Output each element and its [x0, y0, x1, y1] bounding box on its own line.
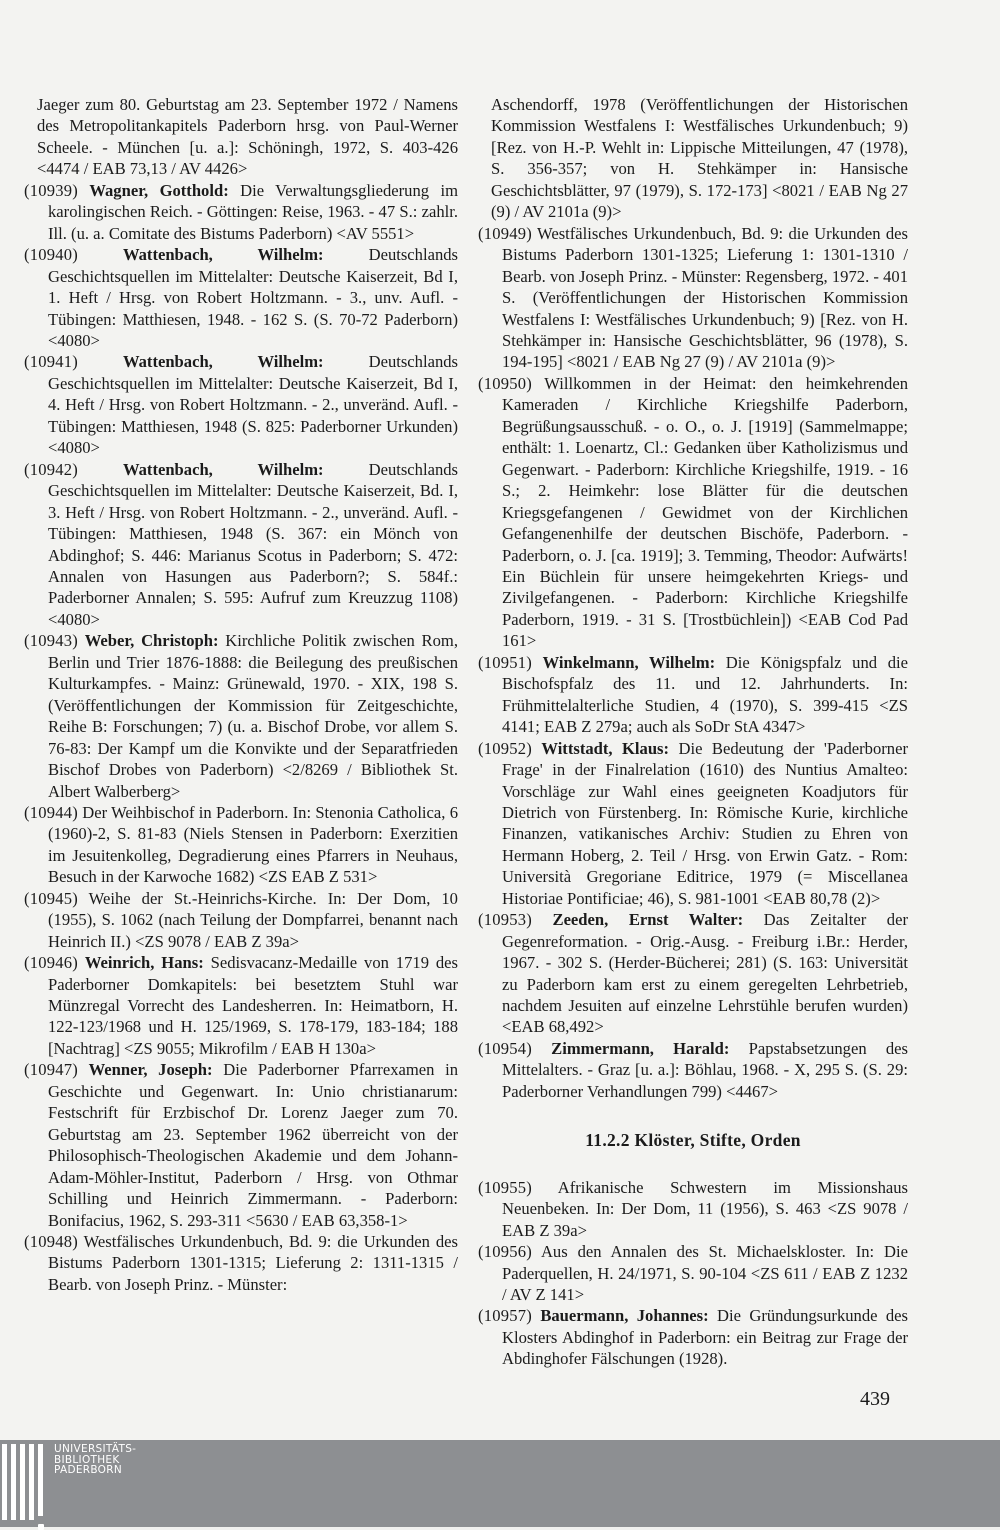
entry-text: Westfälisches Urkundenbuch, Bd. 9: die Urkunden des Bistums Paderborn 1301-1315; Lieferung 2: 1311-1315 / Bearb. von Joseph Prinz. - Münster:: [48, 1232, 458, 1294]
entry-author: Winkelmann, Wilhelm:: [542, 652, 716, 672]
bibliography-entry: [478, 94, 908, 223]
entry-text: Der Weihbischof in Paderborn. In: Stenonia Catholica, 6 (1960)-2, S. 81-83 (Niels Stensen in Paderborn: Exerzitien im Jesuitenkolleg, Degradierung eines Pfarrers in Neuhaus, Besuch in der Karwoche 1682) <ZS EAB Z 531>: [48, 802, 458, 887]
entry-number: (10942): [24, 459, 78, 479]
bibliography-entry: [24, 459, 458, 631]
entry-number: (10951): [478, 652, 532, 672]
entry-number: (10952): [478, 738, 532, 758]
entry-text: Deutschlands Geschichtsquellen im Mittelalter: Deutsche Kaiserzeit, Bd. I, 3. Heft / Hrsg. von Robert Holtzmann. - 2., unveränd. Aufl. - Tübingen: Matthiesen, 1948 (S. 367: ein Mönch von Abdinghof; S. 446: Marianus Scotus in Paderborn; S. 472: Annalen von Hasungen aus Paderborn?; S. 584f.: Paderborner Annalen; S. 595: Aufruf zum Kreuzzug 1108) <4080>: [48, 459, 458, 629]
entry-author: Wittstadt, Klaus:: [541, 738, 670, 758]
entry-text: Papstabsetzungen des Mittelalters. - Graz [u. a.]: Böhlau, 1968. - X, 295 S. (S. 29: Paderborner Verhandlungen 799) <4467>: [502, 1038, 908, 1101]
entry-author: Wattenbach, Wilhelm:: [122, 352, 324, 372]
left-column: [24, 94, 458, 1295]
entry-number: (10941): [24, 352, 78, 372]
bibliography-entry: [478, 1038, 908, 1102]
right-column: [478, 94, 908, 1370]
entry-number: (10947): [24, 1060, 78, 1080]
bibliography-entry: [478, 373, 908, 652]
entry-number: (10948): [24, 1232, 78, 1252]
entry-text: Die Bedeutung der 'Paderborner Frage' in der Finalrelation (1610) des Nuntius Amalteo: Vorschläge zur Wahl eines geeigneten Koadjutors für Dietrich von Fürstenberg. In: Römische Kurie, kirchliche Finanzen, vatikanisches Archiv: Studien zu Ehren von Hermann Hoberg, 2. Teil / Hrsg. von Erwin Gatz. - Rom: Università Gregoriane Editrice, 1979 (= Miscellanea Historiae Pontificiae; 46), S. 981-1001 <EAB 80,78 (2)>: [502, 738, 908, 908]
entry-author: Wenner, Joseph:: [88, 1060, 213, 1080]
entry-author: Bauermann, Johannes:: [540, 1306, 709, 1326]
footer-bar: [0, 1440, 1000, 1527]
entry-text: Deutschlands Geschichtsquellen im Mittelalter: Deutsche Kaiserzeit, Bd I, 4. Heft / Hrsg. von Robert Holtzmann. - 2., unveränd. Aufl. - Tübingen: Matthiesen, 1948 (S. 825: Paderborner Urkunden) <4080>: [48, 352, 458, 458]
bibliography-entry: [24, 802, 458, 888]
entry-number: (10940): [24, 245, 78, 265]
entry-author: Zeeden, Ernst Walter:: [552, 910, 744, 930]
entry-text: Die Paderborner Pfarrexamen in Geschichte und Gegenwart. In: Unio christianarum: Festschrift für Erzbischof Dr. Lorenz Jaeger zum 70. Geburtstag am 23. September 1962 überreicht von der Philosophisch-Theologischen Akademie und dem Johann-Adam-Möhler-Institut, Paderborn / Hrsg. von Othmar Schilling und Heinrich Zimmermann. - Paderborn: Bonifacius, 1962, S. 293-311 <5630 / EAB 63,358-1>: [48, 1060, 459, 1230]
bibliography-entry: [24, 94, 458, 180]
bibliography-entry: [24, 630, 458, 802]
entry-number: (10950): [478, 373, 532, 393]
bibliography-entry: [24, 180, 458, 244]
entry-text: Aschendorff, 1978 (Veröffentlichungen der Historischen Kommission Westfalens I: Westfälisches Urkundenbuch; 9) [Rez. von H.-P. Wehlt in: Lippische Mitteilungen, 47 (1978), S. 356-357; von H. Stehkämper in: Hansische Geschichtsblätter, 97 (1979), S. 172-173] <8021 / EAB Ng 27 (9) / AV 2101a (9)>: [491, 95, 908, 222]
entry-number: (10954): [478, 1038, 532, 1058]
bibliography-entry: [24, 244, 458, 351]
entry-number: (10944): [24, 802, 78, 822]
bibliography-entry: [478, 652, 908, 738]
entry-number: (10945): [24, 888, 78, 908]
bibliography-entry: [24, 1231, 458, 1295]
logo-line-3: PADERBORN: [54, 1464, 122, 1476]
entry-number: (10956): [478, 1242, 532, 1262]
entry-text: Die Königspfalz und die Bischofspfalz des 11. und 12. Jahrhunderts. In: Frühmittelalterliche Studien, 4 (1970), S. 399-415 <ZS 4141; EAB Z 279a; auch als SoDr StA 4347>: [502, 652, 908, 737]
entry-text: Jaeger zum 80. Geburtstag am 23. September 1972 / Namens des Metropolitankapitels Paderborn hrsg. von Paul-Werner Scheele. - München [u. a.]: Schöningh, 1972, S. 403-426 <4474 / EAB 73,13 / AV 4426>: [37, 95, 458, 179]
entry-author: Weinrich, Hans:: [84, 953, 204, 973]
bibliography-entry: [478, 1305, 908, 1369]
page-number: 439: [860, 1388, 890, 1410]
bibliography-entry: [24, 1059, 458, 1231]
entry-text: Das Zeitalter der Gegenreformation. - Orig.-Ausg. - Freiburg i.Br.: Herder, 1967. - 302 S. (Herder-Bücherei; 281) (S. 163: Universität zu Paderborn kam erst zu einem geregelten Lehrbetrieb, nachdem Jesuiten auf einzelne Lehrstühle berufen wurden) <EAB 68,492>: [502, 910, 908, 1037]
entry-text: Kirchliche Politik zwischen Rom, Berlin und Trier 1876-1888: die Beilegung des preußischen Kulturkampfes. - Mainz: Grünewald, 1970. - XIX, 198 S. (Veröffentlichungen der Kommission für Zeitgeschichte, Reihe B: Forschungen; 7) (u. a. Bischof Drobe, vor allem S. 76-83: Der Kampf um die Konvikte und der Separatfrieden Bischof Drobes von Paderborn) <2/8269 / Bibliothek St. Albert Walberberg>: [48, 631, 458, 801]
logo-line-1: UNIVERSITÄTS-: [54, 1443, 137, 1455]
entry-number: (10957): [478, 1306, 532, 1326]
entry-number: (10939): [24, 180, 78, 200]
bibliography-entry: [24, 952, 458, 1059]
bibliography-entry: [478, 909, 908, 1038]
entry-number: (10943): [24, 631, 78, 651]
bibliography-entry: [24, 351, 458, 458]
section-heading: 11.2.2 Klöster, Stifte, Orden: [585, 1130, 801, 1151]
library-logo-text: [54, 1444, 136, 1476]
entry-author: Wattenbach, Wilhelm:: [122, 459, 324, 479]
entry-text: Die Verwaltungsgliederung im karolingischen Reich. - Göttingen: Reise, 1963. - 47 S.: zahlr. Ill. (u. a. Comitate des Bistums Paderborn) <AV 5551>: [48, 180, 458, 243]
entry-author: Wattenbach, Wilhelm:: [122, 245, 324, 265]
entry-author: Zimmermann, Harald:: [551, 1038, 730, 1058]
entry-text: Westfälisches Urkundenbuch, Bd. 9: die Urkunden des Bistums Paderborn 1301-1325; Lieferung 1: 1301-1310 / Bearb. von Joseph Prinz. - Münster: Regensberg, 1972. - 401 S. (Veröffentlichungen der Historischen Kommission Westfalens I: Westfälisches Urkundenbuch; 9) [Rez. von H. Stehkämper in: Hansische Geschichtsblätter, 96 (1978), S. 194-195] <8021 / EAB Ng 27 (9) / AV 2101a (9)>: [502, 223, 908, 372]
entry-number: (10949): [478, 223, 532, 243]
entry-text: Weihe der St.-Heinrichs-Kirche. In: Der Dom, 10 (1955), S. 1062 (nach Teilung der Dompfarrei, benannt nach Heinrich II.) <ZS 9078 / EAB Z 39a>: [48, 888, 458, 951]
bibliography-entry: [478, 1177, 908, 1241]
logo-line-2: BIBLIOTHEK: [54, 1453, 120, 1466]
entry-number: (10946): [24, 953, 78, 973]
entry-author: Wagner, Gotthold:: [89, 180, 229, 200]
bibliography-entry: [478, 1241, 908, 1305]
entry-text: Deutschlands Geschichtsquellen im Mittelalter: Deutsche Kaiserzeit, Bd I, 1. Heft / Hrsg. von Robert Holtzmann. - 3., unv. Aufl. - Tübingen: Matthiesen, 1948. - 162 S. (S. 70-72 Paderborn) <4080>: [48, 245, 458, 350]
entry-text: Aus den Annalen des St. Michaelskloster. In: Die Paderquellen, H. 24/1971, S. 90-104 <ZS 611 / EAB Z 1232 / AV Z 141>: [502, 1242, 908, 1305]
bibliography-entry: [478, 223, 908, 373]
library-logo-icon: [2, 1444, 48, 1524]
entry-text: Sedisvacanz-Medaille von 1719 des Paderborner Domkapitels: bei besetztem Stuhl war Münzregal Vorrecht des Landesherren. In: Heimatborn, H. 122-123/1968 und H. 125/1969, S. 178-179, 183-184; 188 [Nachtrag] <ZS 9055; Mikrofilm / EAB H 130a>: [48, 953, 458, 1058]
bibliography-entry: [24, 888, 458, 952]
entry-number: (10953): [478, 910, 532, 930]
entry-text: Die Gründungsurkunde des Klosters Abdinghof in Paderborn: ein Beitrag zur Frage der Abdinghofer Fälschungen (1928).: [502, 1306, 908, 1369]
bibliography-entry: [478, 738, 908, 910]
entry-text: Afrikanische Schwestern im Missionshaus Neuenbeken. In: Der Dom, 11 (1956), S. 463 <ZS 9078 / EAB Z 39a>: [502, 1177, 908, 1240]
entry-number: (10955): [478, 1177, 532, 1197]
entry-author: Weber, Christoph:: [84, 631, 219, 651]
entry-text: Willkommen in der Heimat: den heimkehrenden Kameraden / Kirchliche Kriegshilfe Paderborn, Begrüßungsausschuß. - o. O., o. J. [1919] (Sammelmappe; enthält: 1. Loenartz, Cl.: Gedanken über Katholizismus und Gegenwart. - Paderborn: Kirchliche Kriegshilfe, 1919. - 16 S.; 2. Heimkehr: lose Blätter für die deutschen Kriegsgefangenen / Gewidmet von der Kirchlichen Gefangenenhilfe der deutschen Bischöfe, Paderborn. - Paderborn, o. J. [ca. 1919]; 3. Temming, Theodor: Aufwärts! Ein Büchlein für unsere heimgekehrten Kriegs- und Zivilgefangenen. - Paderborn: Kirchliche Kriegshilfe Paderborn, 1919. - 31 S. [Trostbüchlein]) <EAB Cod Pad 161>: [502, 373, 908, 651]
